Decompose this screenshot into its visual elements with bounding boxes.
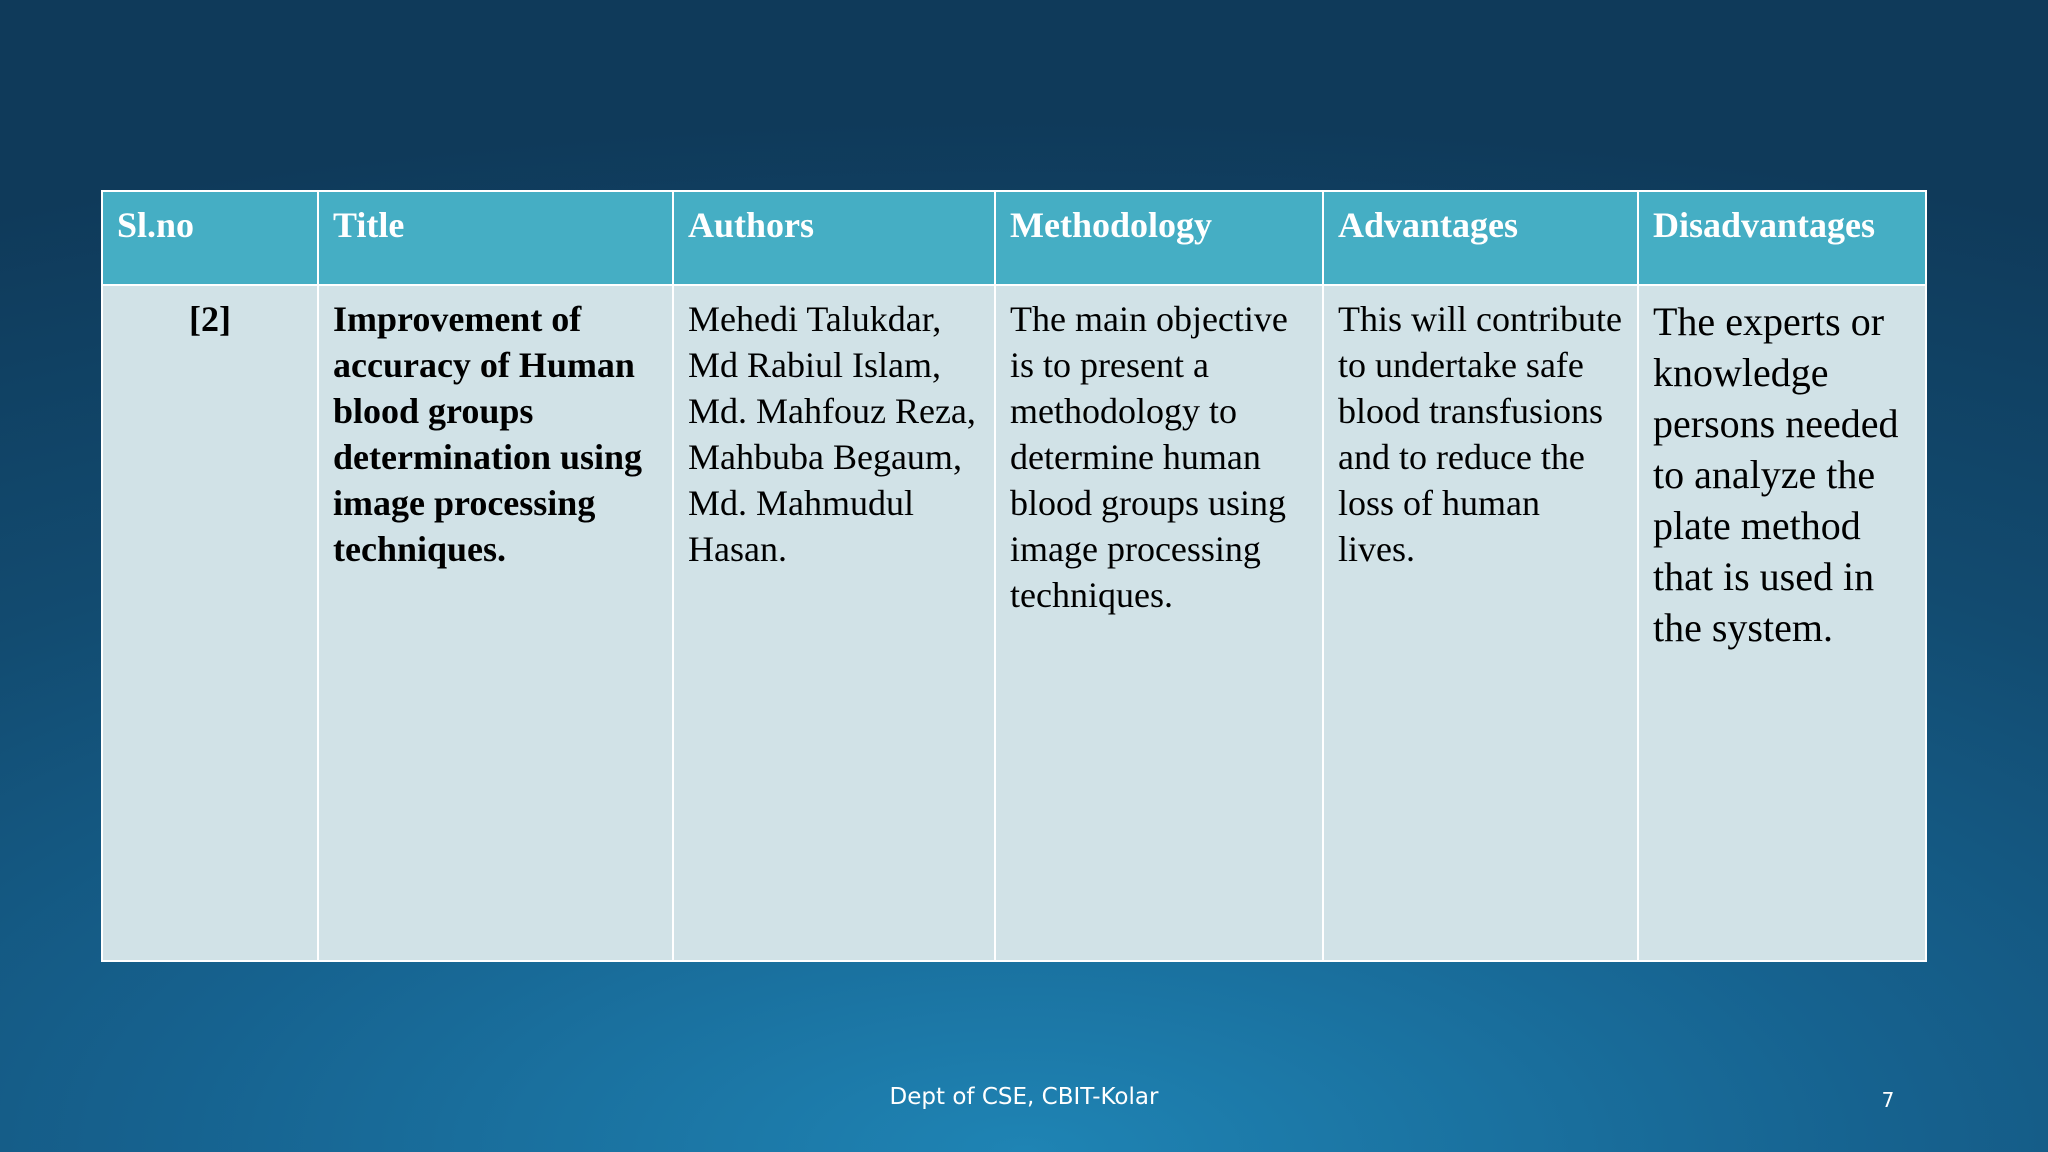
header-slno: Sl.no bbox=[102, 191, 318, 285]
header-title: Title bbox=[318, 191, 673, 285]
slide-page-number: 7 bbox=[1881, 1088, 1895, 1112]
literature-survey-table bbox=[101, 190, 1927, 962]
header-disadvantages: Disadvantages bbox=[1638, 191, 1926, 285]
header-advantages: Advantages bbox=[1323, 191, 1638, 285]
cell-methodology: The main objective is to present a methodology to determine human blood groups using image processing techniques. bbox=[995, 285, 1323, 961]
table-row bbox=[102, 285, 1926, 961]
cell-authors: Mehedi Talukdar, Md Rabiul Islam, Md. Mahfouz Reza, Mahbuba Begaum, Md. Mahmudul Hasan. bbox=[673, 285, 995, 961]
table-header-row bbox=[102, 191, 1926, 285]
cell-advantages: This will contribute to undertake safe blood transfusions and to reduce the loss of human lives. bbox=[1323, 285, 1638, 961]
cell-title: Improvement of accuracy of Human blood groups determination using image processing techniques. bbox=[318, 285, 673, 961]
cell-disadvantages: The experts or knowledge persons needed to analyze the plate method that is used in the system. bbox=[1638, 285, 1926, 961]
header-methodology: Methodology bbox=[995, 191, 1323, 285]
slide-footer: Dept of CSE, CBIT-Kolar bbox=[889, 1084, 1159, 1110]
cell-slno: [2] bbox=[102, 285, 318, 961]
header-authors: Authors bbox=[673, 191, 995, 285]
